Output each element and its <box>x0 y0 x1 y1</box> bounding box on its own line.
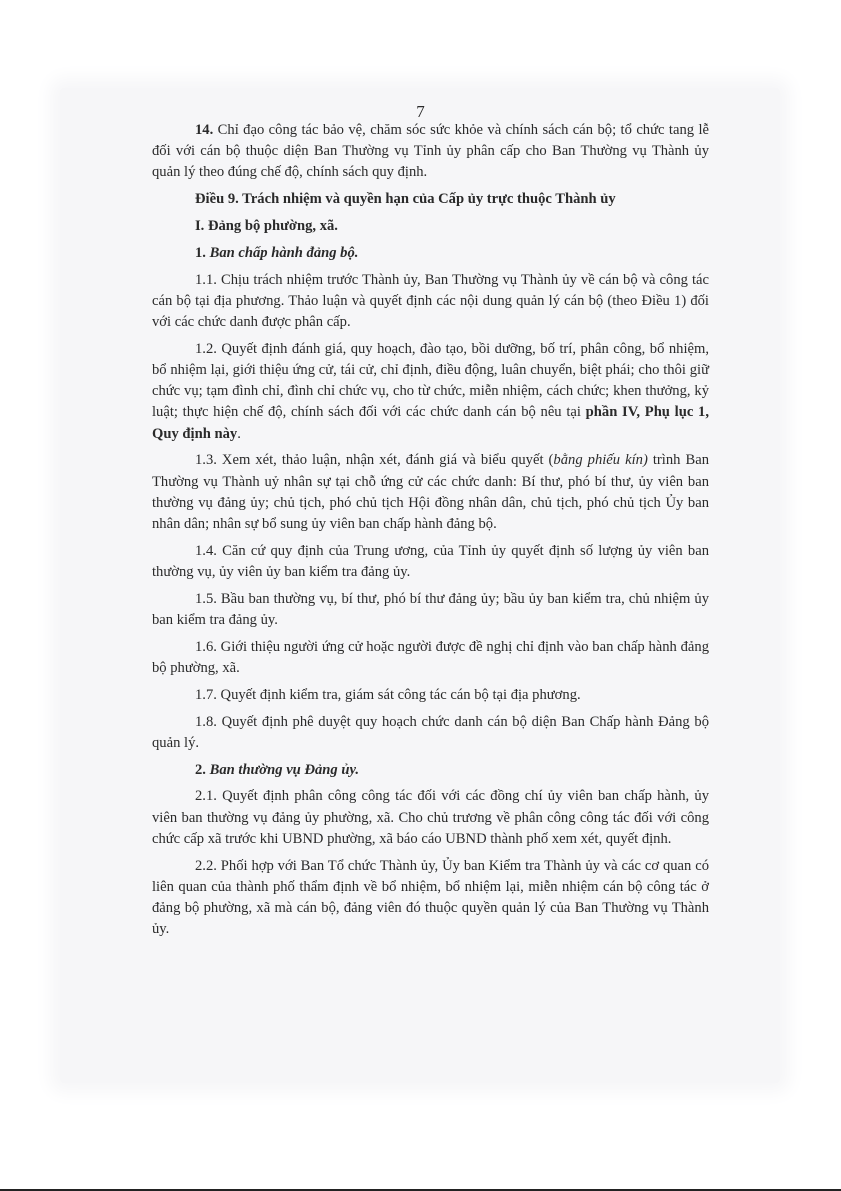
paragraph-1-3 <box>152 450 709 535</box>
subsection-2-heading <box>152 760 709 781</box>
paragraph-1-7: 1.7. Quyết định kiểm tra, giám sát công tác cán bộ tại địa phương. <box>195 686 581 703</box>
paragraph-1-2 <box>152 339 709 445</box>
paragraph-1-5: 1.5. Bầu ban thường vụ, bí thư, phó bí thư đảng ủy; bầu ủy ban kiểm tra, chủ nhiệm ủy ban kiểm tra đảng ủy. <box>152 590 709 629</box>
paragraph-text: Chỉ đạo công tác bảo vệ, chăm sóc sức khỏe và chính sách cán bộ; tổ chức tang lễ đối với cán bộ thuộc diện Ban Thường vụ Tỉnh ủy phân cấp cho Ban Thường vụ Thành ủy quản lý theo đúng chế độ, chính sách quy định. <box>152 122 709 181</box>
document-body <box>152 120 709 940</box>
page-number: 7 <box>416 102 425 121</box>
paragraph-1-4: 1.4. Căn cứ quy định của Trung ương, của Tỉnh ủy quyết định số lượng ủy viên ban thường vụ, ủy viên ủy ban kiểm tra đảng ủy. <box>152 542 709 581</box>
item-number: 14. <box>195 122 214 138</box>
paragraph-1-8: 1.8. Quyết định phê duyệt quy hoạch chức danh cán bộ diện Ban Chấp hành Đảng bộ quản lý. <box>152 713 709 751</box>
paragraph-rest: trình Ban Thường vụ Thành uỷ nhân sự tại chỗ ứng cử các chức danh: Bí thư, phó bí thư, ủy viên ban thường vụ đảng ủy; chủ tịch, phó chủ tịch Hội đồng nhân dân, chủ tịch, phó chủ tịch Ủy ban nhân dân; nhân sự bổ sung ủy viên ban chấp hành đảng bộ. <box>152 452 709 533</box>
subsection-title: Ban chấp hành đảng bộ. <box>209 244 359 261</box>
paragraph-text: 1.2. Quyết định đánh giá, quy hoạch, đào tạo, bồi dưỡng, bố trí, phân công, bổ nhiệm, bổ nhiệm lại, giới thiệu ứng cử, tái cử, chỉ định, điều động, luân chuyển, biệt phái; cho thôi giữ chức vụ; tạm đình chỉ, đình chỉ chức vụ, cho từ chức, miễn nhiệm, cách chức; khen thưởng, kỷ luật; thực hiện chế độ, chính sách đối với các chức danh cán bộ nêu tại <box>152 340 709 421</box>
subsection-number: 1. <box>195 244 210 261</box>
paragraph-14 <box>152 120 709 184</box>
subsection-1-heading <box>152 243 709 264</box>
reference-text: phần IV, Phụ lục 1, Quy định này <box>152 404 709 442</box>
paragraph-text: 1.3. Xem xét, thảo luận, nhận xét, đánh giá và biểu quyết ( <box>195 452 554 469</box>
paragraph-2-2: 2.2. Phối hợp với Ban Tổ chức Thành ủy, Ủy ban Kiểm tra Thành ủy và các cơ quan có liên quan của thành phố thẩm định về bổ nhiệm, bổ nhiệm lại, miễn nhiệm cán bộ công tác ở đảng bộ phường, xã mà cán bộ, đảng viên đó thuộc quyền quản lý của Ban Thường vụ Thành ủy. <box>152 857 709 938</box>
section-1-title: I. Đảng bộ phường, xã. <box>195 218 338 234</box>
italic-text: bằng phiếu kín) <box>553 452 648 469</box>
subsection-number: 2. <box>195 761 210 778</box>
paragraph-2-1: 2.1. Quyết định phân công công tác đối với các đồng chí ủy viên ban chấp hành, ủy viên ban thường vụ đảng ủy phường, xã. Cho chủ trương về phân công công tác đối với công chức cấp xã trước khi UBND phường, xã báo cáo UBND thành phố xem xét, quyết định. <box>152 788 709 847</box>
article-9-title: Điều 9. Trách nhiệm và quyền hạn của Cấp ủy trực thuộc Thành ủy <box>195 191 616 208</box>
paragraph-end: . <box>237 425 241 442</box>
paragraph-1-6: 1.6. Giới thiệu người ứng cử hoặc người được đề nghị chỉ định vào ban chấp hành đảng bộ phường, xã. <box>152 638 709 677</box>
subsection-title: Ban thường vụ Đảng ủy. <box>209 761 360 778</box>
paragraph-1-1: 1.1. Chịu trách nhiệm trước Thành ủy, Ban Thường vụ Thành ủy về cán bộ và công tác cán bộ tại địa phương. Thảo luận và quyết định các nội dung quản lý cán bộ (theo Điều 1) đối với các chức danh được phân cấp. <box>152 271 709 330</box>
